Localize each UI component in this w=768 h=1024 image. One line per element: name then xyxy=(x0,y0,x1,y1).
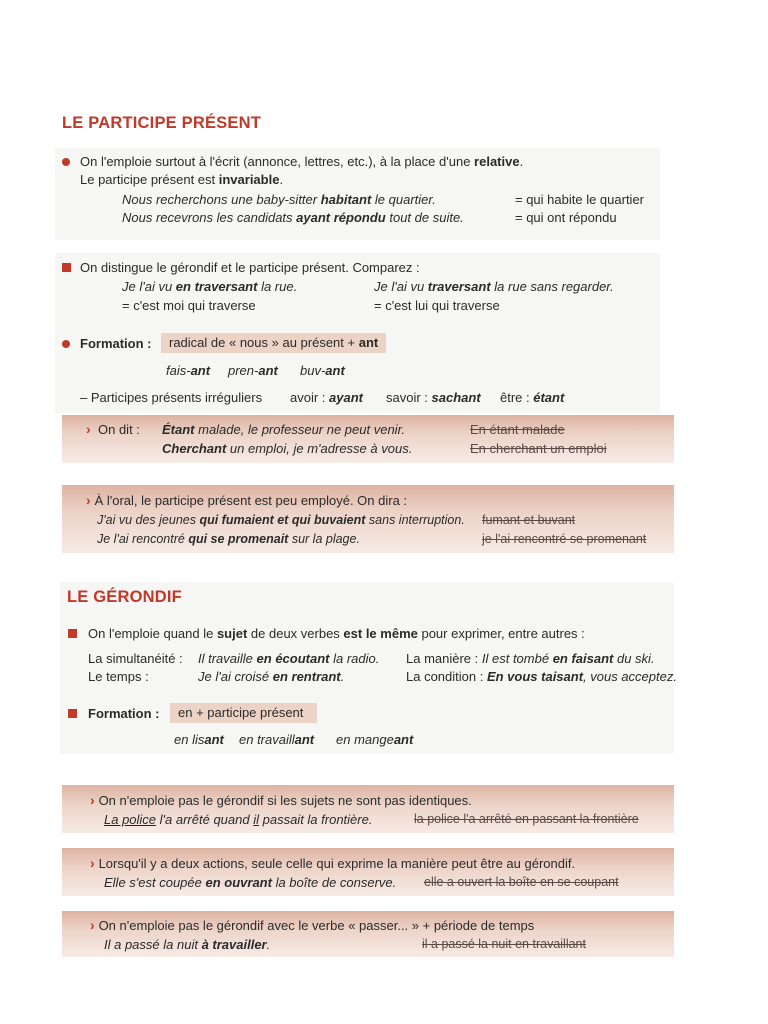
text-bold: ant xyxy=(258,363,278,378)
note-arrow: › xyxy=(90,855,99,871)
text: malade, le professeur ne peut venir. xyxy=(194,422,406,437)
note-example xyxy=(162,421,405,438)
incorrect-form: En étant malade xyxy=(470,422,565,437)
text-bold: en traversant xyxy=(175,279,258,294)
example-sentence xyxy=(122,191,436,208)
text: . xyxy=(340,669,345,684)
formation-example xyxy=(228,362,278,379)
note-example xyxy=(97,531,360,548)
bullet-dot xyxy=(62,340,70,348)
text: sur la plage. xyxy=(288,532,360,546)
text: , vous acceptez. xyxy=(583,669,677,684)
formation-example xyxy=(336,731,413,748)
note-arrow: › xyxy=(86,421,91,437)
text-bold: sachant xyxy=(431,390,481,405)
note-intro xyxy=(90,917,534,934)
text-bold: Formation : xyxy=(88,706,160,721)
text-bold: habitant xyxy=(320,192,372,207)
text-bold: sujet xyxy=(216,626,248,641)
text-bold: est le même xyxy=(343,626,418,641)
incorrect-form: elle a ouvert la boîte en se coupant xyxy=(424,875,619,889)
text: du ski. xyxy=(613,651,655,666)
text: en lis xyxy=(174,732,205,747)
text: avoir : xyxy=(290,390,330,405)
text: l'a arrêté quand xyxy=(156,812,254,827)
text: On n'emploie pas le gérondif si les sujets ne sont pas identiques. xyxy=(98,793,472,808)
example-equivalent: = qui ont répondu xyxy=(515,210,617,225)
text: Je l'ai rencontré xyxy=(97,532,189,546)
text: la radio. xyxy=(329,651,380,666)
text-bold: ayant xyxy=(329,390,363,405)
note-intro xyxy=(90,855,575,872)
incorrect-form: En cherchant un emploi xyxy=(470,441,607,456)
formation-label xyxy=(80,335,152,352)
text-underlined: La police xyxy=(104,812,157,827)
text: La manière : xyxy=(406,651,482,666)
incorrect-form: je l'ai rencontré se promenant xyxy=(482,532,647,546)
text: . xyxy=(279,172,284,187)
gerondif-rule-line xyxy=(88,625,585,642)
text: en mange xyxy=(336,732,394,747)
irregular-item xyxy=(500,389,564,406)
usage-label: La simultanéité : xyxy=(88,651,183,666)
compare-intro: On distingue le gérondif et le participe présent. Comparez : xyxy=(80,260,420,275)
text-bold: Étant xyxy=(162,422,195,437)
text-bold: Formation : xyxy=(80,336,152,351)
note-intro xyxy=(86,492,407,509)
text-bold: à travailler xyxy=(201,937,267,952)
text-bold: ant xyxy=(393,732,414,747)
note-example xyxy=(104,936,270,953)
text: Elle s'est coupée xyxy=(104,875,206,890)
text: Le participe présent est xyxy=(80,172,219,187)
note-intro xyxy=(90,792,472,809)
text: pour exprimer, entre autres : xyxy=(417,626,585,641)
text: . xyxy=(519,154,524,169)
bullet-square xyxy=(62,263,71,272)
formation-label xyxy=(88,705,160,722)
text-bold: ant xyxy=(325,363,345,378)
text: en travaill xyxy=(239,732,295,747)
text-bold: ayant répondu xyxy=(296,210,386,225)
formation-example xyxy=(300,362,345,379)
text: être : xyxy=(500,390,534,405)
compare-left-equivalent: = c'est moi qui traverse xyxy=(122,298,256,313)
text: le quartier. xyxy=(371,192,436,207)
bullet-square xyxy=(68,629,77,638)
text: On n'emploie pas le gérondif avec le verbe « passer... » + période de temps xyxy=(98,918,535,933)
text: pren- xyxy=(228,363,259,378)
text-bold: étant xyxy=(533,390,565,405)
text-bold: ant xyxy=(294,732,315,747)
text-bold: qui fumaient et qui buvaient xyxy=(199,513,366,527)
text-bold: en faisant xyxy=(552,651,614,666)
usage-example xyxy=(198,650,379,667)
text: la boîte de conserve. xyxy=(271,875,397,890)
compare-right-equivalent: = c'est lui qui traverse xyxy=(374,298,500,313)
text: un emploi, je m'adresse à vous. xyxy=(226,441,413,456)
irregular-label: – Participes présents irréguliers xyxy=(80,390,263,405)
text: sans interruption. xyxy=(365,513,465,527)
text-bold: invariable xyxy=(218,172,280,187)
participe-rule-line xyxy=(80,153,523,170)
formation-example xyxy=(166,362,210,379)
note-example xyxy=(104,811,372,828)
text: la rue. xyxy=(257,279,298,294)
note-example xyxy=(97,512,465,529)
text: la rue sans regarder. xyxy=(490,279,614,294)
text-bold: en rentrant xyxy=(272,669,341,684)
note-arrow: › xyxy=(86,492,95,508)
compare-left-example xyxy=(122,278,297,295)
note-arrow: › xyxy=(90,917,99,933)
text: passait la frontière. xyxy=(259,812,373,827)
text: Il est tombé xyxy=(481,651,553,666)
incorrect-form: fumant et buvant xyxy=(482,513,576,527)
text: radical de « nous » au présent + xyxy=(169,335,359,350)
section-title-gerondif: LE GÉRONDIF xyxy=(67,588,182,606)
text: Je l'ai vu xyxy=(374,279,428,294)
text: Je l'ai vu xyxy=(122,279,176,294)
text-bold: traversant xyxy=(427,279,491,294)
compare-right-example xyxy=(374,278,614,295)
text: Il a passé la nuit xyxy=(104,937,202,952)
text: tout de suite. xyxy=(385,210,464,225)
usage-example xyxy=(406,650,655,667)
note-example xyxy=(162,440,412,457)
text-bold: En vous taisant xyxy=(486,669,584,684)
text: Lorsqu'il y a deux actions, seule celle qui exprime la manière peut être au gérondif. xyxy=(98,856,576,871)
text: Nous recevrons les candidats xyxy=(122,210,297,225)
text: . xyxy=(266,937,271,952)
text: La condition : xyxy=(406,669,487,684)
text: savoir : xyxy=(386,390,432,405)
text-bold: relative xyxy=(474,154,520,169)
formation-example xyxy=(239,731,314,748)
formation-rule-chip: en + participe présent xyxy=(170,703,317,723)
usage-label: Le temps : xyxy=(88,669,149,684)
text-bold: ant xyxy=(358,335,379,350)
text-bold: Cherchant xyxy=(162,441,227,456)
text: On l'emploie surtout à l'écrit (annonce, lettres, etc.), à la place d'une xyxy=(80,154,475,169)
note-label: On dit : xyxy=(98,422,140,437)
example-sentence xyxy=(122,209,464,226)
text-bold: en ouvrant xyxy=(205,875,272,890)
example-equivalent: = qui habite le quartier xyxy=(515,192,645,207)
text: J'ai vu des jeunes xyxy=(97,513,200,527)
note-example xyxy=(104,874,396,891)
irregular-item xyxy=(386,389,481,406)
incorrect-form: il a passé la nuit en travaillant xyxy=(422,937,586,951)
usage-example xyxy=(406,668,677,685)
section-title-participe: LE PARTICIPE PRÉSENT xyxy=(62,114,261,132)
usage-example xyxy=(198,668,344,685)
irregular-item xyxy=(290,389,363,406)
text-bold: en écoutant xyxy=(256,651,330,666)
text: Nous recherchons une baby-sitter xyxy=(122,192,321,207)
text: Il travaille xyxy=(198,651,257,666)
text-underlined: il xyxy=(253,812,259,827)
note-arrow: › xyxy=(90,792,99,808)
text-bold: ant xyxy=(190,363,211,378)
bullet-dot xyxy=(62,158,70,166)
text: Je l'ai croisé xyxy=(198,669,273,684)
formation-rule-chip xyxy=(161,333,386,353)
text: de deux verbes xyxy=(247,626,344,641)
text: fais- xyxy=(166,363,191,378)
incorrect-form: la police l'a arrêté en passant la frontière xyxy=(414,812,639,826)
text: buv- xyxy=(300,363,326,378)
text: À l'oral, le participe présent est peu employé. On dira : xyxy=(94,493,408,508)
text-bold: ant xyxy=(204,732,224,747)
bullet-square xyxy=(68,709,77,718)
text-bold: qui se promenait xyxy=(188,532,289,546)
participe-invariable-line xyxy=(80,171,283,188)
formation-example xyxy=(174,731,224,748)
text: On l'emploie quand le xyxy=(88,626,217,641)
